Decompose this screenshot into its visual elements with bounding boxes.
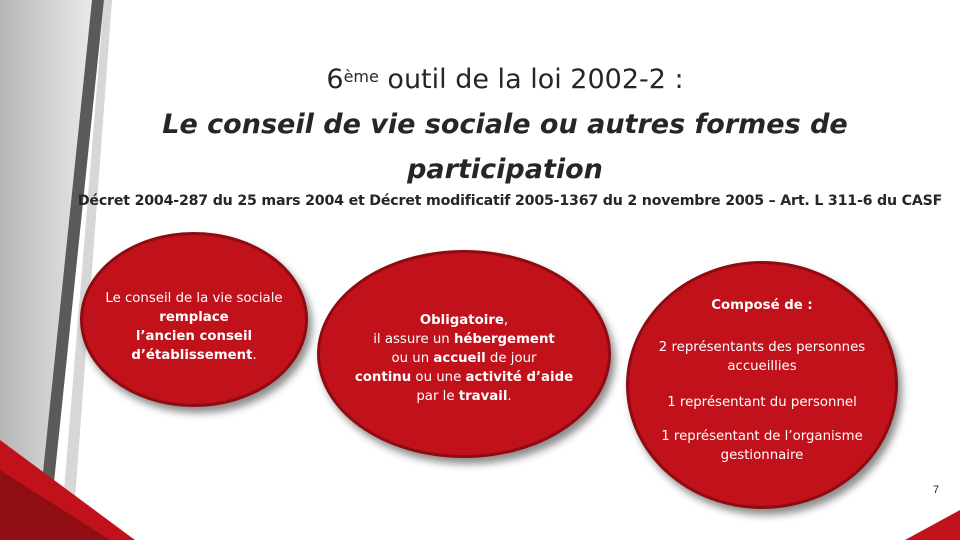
circle1-text-1: Le conseil de la vie sociale xyxy=(105,291,283,306)
circle-mandatory-text xyxy=(342,311,586,406)
composition-item-residents: 2 représentants des personnes accueillies xyxy=(658,340,866,374)
circle2-text-13: . xyxy=(507,389,512,404)
title-superscript: ème xyxy=(343,67,379,86)
circle2-text-7: de jour xyxy=(485,351,537,366)
circle2-text-6: accueil xyxy=(433,351,486,366)
circle2-text-4: hébergement xyxy=(453,332,555,347)
circle2-text-5: ou un xyxy=(391,351,434,366)
composition-item-organization: 1 représentant de l’organisme gestionnaire xyxy=(661,429,863,463)
dark-triangle xyxy=(0,470,110,540)
circle-composition-text xyxy=(629,296,895,465)
title-line-2: Le conseil de vie sociale ou autres formes de xyxy=(162,109,848,140)
circle2-text-11: par le xyxy=(416,389,459,404)
title-line-1 xyxy=(150,58,860,102)
title-line-3: participation xyxy=(407,154,603,185)
page-number: 7 xyxy=(933,484,940,496)
red-corner-right xyxy=(905,510,960,540)
circle2-text-3: il assure un xyxy=(373,332,454,347)
circle-replacement-text xyxy=(103,289,285,365)
circle2-text-9: ou une xyxy=(411,370,466,385)
circle-replacement xyxy=(80,232,308,407)
circle1-text-2: remplace xyxy=(159,310,229,325)
circle1-text-3: l’ancien conseil d’établissement xyxy=(131,329,253,363)
composition-heading: Composé de : xyxy=(711,298,813,313)
circle1-text-4: . xyxy=(252,348,257,363)
title-line1-rest: outil de la loi 2002-2 : xyxy=(378,64,684,95)
circle2-text-8: continu xyxy=(354,370,412,385)
circle2-text-1: Obligatoire xyxy=(419,313,504,328)
circle2-text-2: , xyxy=(503,313,509,328)
slide-title xyxy=(150,58,860,192)
title-number: 6 xyxy=(326,64,344,95)
circle2-text-12: travail xyxy=(458,389,508,404)
circle-composition xyxy=(626,261,898,509)
circle2-text-10: activité d’aide xyxy=(465,370,574,385)
composition-item-staff: 1 représentant du personnel xyxy=(667,395,857,410)
decree-reference: Décret 2004-287 du 25 mars 2004 et Décret modificatif 2005-1367 du 2 novembre 2005 – Art. L 311-6 du CASF xyxy=(77,193,943,209)
circle-mandatory xyxy=(317,250,611,458)
